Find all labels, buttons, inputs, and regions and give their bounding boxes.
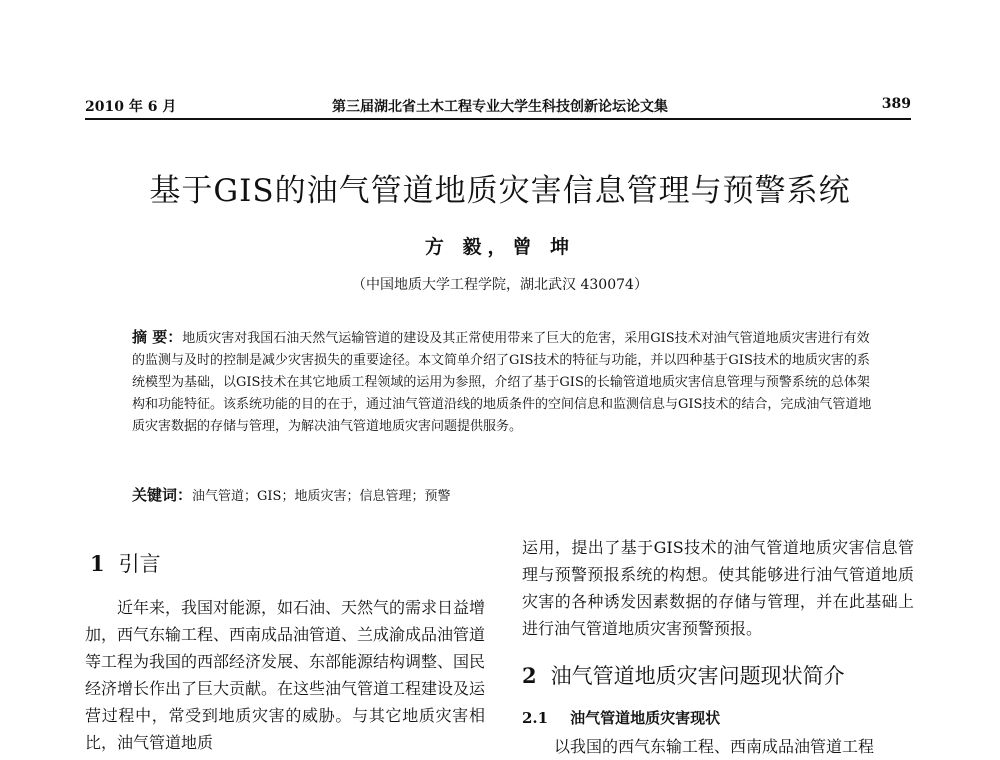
- keywords-label: 关键词：: [132, 486, 193, 504]
- abstract-label: 摘 要：: [132, 328, 183, 346]
- paper-affiliation: （中国地质大学工程学院，湖北武汉 430074）: [352, 277, 648, 293]
- paper-title: 基于GIS的油气管道地质灾害信息管理与预警系统: [149, 173, 851, 209]
- keywords-text: 油气管道；GIS；地质灾害；信息管理；预警: [192, 489, 451, 504]
- section-1-paragraph: [85, 594, 485, 756]
- abstract-text: 地质灾害对我国石油天然气运输管道的建设及其正常使用带来了巨大的危害，采用GIS技术对油气管道地质灾害进行有效的监测与及时的控制是减少灾害损失的重要途径。本文简单介绍了GIS技术的特征与功能，并以四种基于GIS技术的地质灾害的系统模型为基础，以GIS技术在其它地质工程领域的运用为参照，介绍了基于GIS的长输管道地质灾害信息管理与预警系统的总体架构和功能特征。该系统功能的目的在于，通过油气管道沿线的地质条件的空间信息和监测信息与GIS技术的结合，完成油气管道地质灾害数据的存储与管理，为解决油气管道地质灾害问题提供服务。: [132, 331, 872, 434]
- header-journal: 第三届湖北省土木工程专业大学生科技创新论坛论文集: [332, 99, 668, 115]
- header-rule: [85, 118, 911, 120]
- section-1-paragraph-text: 近年来，我国对能源，如石油、天然气的需求日益增加，西气东输工程、西南成品油管道、兰成渝成品油管道等工程为我国的西部经济发展、东部能源结构调整、国民经济增长作出了巨大贡献。在这些油气管道工程建设及运营过程中，常受到地质灾害的威胁。与其它地质灾害相比，油气管道地质: [85, 598, 486, 752]
- abstract: [132, 326, 880, 438]
- section-2-title: 油气管道地质灾害问题现状简介: [550, 664, 845, 688]
- section-2-heading: [522, 660, 845, 690]
- section-1-number: 1: [90, 551, 105, 576]
- header-date: 2010 年 6 月: [85, 99, 177, 115]
- subsection-2-1-paragraph-text: 以我国的西气东输工程、西南成品油管道工程: [554, 737, 875, 756]
- section-2-number: 2: [522, 663, 537, 688]
- subsection-2-1-heading: [522, 707, 720, 728]
- section-1-heading: [90, 548, 161, 578]
- header-page-number: 389: [881, 96, 911, 112]
- right-column-paragraph: [522, 534, 914, 642]
- right-column-paragraph-text: 运用，提出了基于GIS技术的油气管道地质灾害信息管理与预警预报系统的构想。使其能够进行油气管道地质灾害的各种诱发因素数据的存储与管理，并在此基础上进行油气管道地质灾害预警预报。: [522, 538, 914, 638]
- subsection-2-1-paragraph: [522, 733, 914, 760]
- subsection-2-1-title: 油气管道地质灾害现状: [570, 709, 721, 727]
- subsection-2-1-number: 2.1: [522, 709, 549, 727]
- paper-authors: 方 毅，曾 坤: [424, 236, 576, 258]
- section-1-title: 引言: [118, 552, 161, 576]
- keywords: [132, 484, 880, 505]
